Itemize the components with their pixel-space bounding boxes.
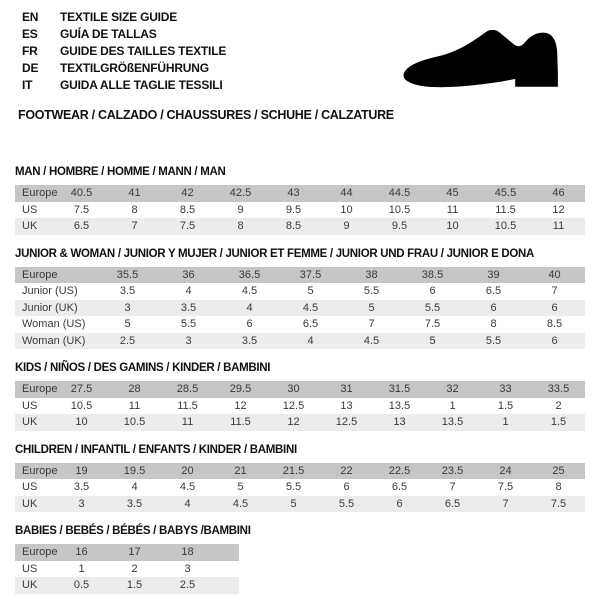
size-cell: 44 [340,187,353,199]
size-cell: 13.5 [388,399,411,412]
size-cell: 3 [124,301,131,314]
size-cell: 4.5 [363,334,380,347]
table-row [15,544,239,561]
size-cell: 3.5 [119,285,136,297]
size-cell: 10 [446,220,459,232]
size-cell: 7.5 [73,203,90,216]
size-cell: 44.5 [388,187,411,199]
size-cell: 6 [490,301,497,314]
size-cell: 25 [552,464,565,477]
size-cell: 18 [181,546,194,558]
language-row-it [22,77,226,94]
table-row [15,267,585,284]
size-table-section-children [15,444,585,513]
row-label: Woman (US) [22,318,86,330]
row-label: US [22,562,38,575]
language-title: GUÍA DE TALLAS [60,27,157,41]
table-title-man: MAN / HOMBRE / HOMME / MANN / MAN [15,166,226,178]
language-code: EN [22,10,39,24]
size-cell: 13 [393,416,406,428]
row-label: UK [22,579,38,591]
size-cell: 12 [234,399,247,412]
size-cell: 10 [75,416,88,428]
table-row [15,300,585,317]
size-cell: 6 [343,481,350,493]
language-row-de [22,60,226,77]
size-cell: 4 [307,334,314,347]
table-row [15,463,585,480]
size-cell: 1 [502,416,509,428]
size-cell: 6.5 [391,481,408,493]
size-cell: 2 [555,399,562,412]
size-cell: 3.5 [180,301,197,314]
size-cell: 40.5 [70,187,93,199]
size-cell: 8 [237,220,244,232]
size-cell: 7.5 [424,318,441,330]
size-cell: 35.5 [116,268,139,281]
row-label: UK [22,497,38,510]
size-cell: 4 [246,301,253,314]
row-label: UK [22,416,38,428]
size-cell: 5 [429,334,436,347]
table-row [15,185,585,202]
size-cell: 8.5 [179,203,196,216]
size-cell: 4 [184,497,191,510]
size-cell: 4.5 [232,497,249,510]
size-cell: 6.5 [302,318,319,330]
size-table-junior-woman [15,267,585,350]
size-cell: 9 [343,220,350,232]
size-cell: 12 [287,416,300,428]
size-cell: 10 [340,203,353,216]
size-cell: 24 [499,464,512,477]
size-cell: 3.5 [241,334,258,347]
size-cell: 42 [181,187,194,199]
language-row-en [22,9,226,26]
size-cell: 30 [287,383,300,395]
table-title-junior-woman: JUNIOR & WOMAN / JUNIOR Y MUJER / JUNIOR ET FEMME / JUNIOR UND FRAU / JUNIOR E DONA [15,247,535,260]
size-cell: 4.5 [302,301,319,314]
size-cell: 7 [131,220,138,232]
table-row [15,398,585,415]
size-cell: 43 [287,187,300,199]
size-cell: 19 [75,464,88,477]
size-cell: 36 [182,268,195,281]
size-cell: 5 [124,318,131,330]
tables-area [15,166,585,607]
size-cell: 29.5 [229,383,252,395]
dress-shoe-icon [390,21,582,109]
size-cell: 38 [365,268,378,281]
size-cell: 7 [502,497,509,510]
size-cell: 6 [396,497,403,510]
row-label: Junior (US) [22,285,78,297]
row-label: Junior (UK) [22,301,78,314]
language-title: TEXTILE SIZE GUIDE [60,10,178,24]
language-title: GUIDE DES TAILLES TEXTILE [60,44,227,58]
size-cell: 11 [181,416,194,428]
size-cell: 17 [128,546,141,558]
size-cell: 1.5 [126,579,143,591]
size-cell: 12.5 [335,416,358,428]
size-cell: 2.5 [179,579,196,591]
size-cell: 4.5 [179,481,196,493]
language-list [22,9,226,94]
size-cell: 40 [548,268,561,281]
size-cell: 23.5 [441,464,464,477]
row-label: Woman (UK) [22,334,86,347]
size-table-kids [15,381,585,431]
table-row [15,561,239,578]
size-cell: 46 [552,187,565,199]
size-cell: 5.5 [363,285,380,297]
size-table-section-junior-woman [15,248,585,350]
size-cell: 6 [551,301,558,314]
row-label: Europe [22,187,58,199]
size-cell: 1 [78,562,85,575]
size-cell: 7 [449,481,456,493]
size-cell: 28 [128,383,141,395]
size-cell: 8.5 [285,220,302,232]
size-cell: 5 [237,481,244,493]
size-cell: 45.5 [494,187,517,199]
size-cell: 5.5 [338,497,355,510]
size-cell: 0.5 [73,579,90,591]
size-cell: 41 [128,187,141,199]
size-table-children [15,463,585,513]
size-cell: 3.5 [126,497,143,510]
size-cell: 9.5 [285,203,302,216]
row-label: US [22,481,38,493]
category-heading: FOOTWEAR / CALZADO / CHAUSSURES / SCHUHE / CALZATURE [18,108,394,122]
language-row-fr [22,43,226,60]
size-cell: 3.5 [73,481,90,493]
size-cell: 45 [446,187,459,199]
spacer-cell [214,561,239,578]
row-label: US [22,399,38,412]
size-cell: 1 [449,399,456,412]
size-cell: 6 [246,318,253,330]
size-cell: 33.5 [547,383,570,395]
language-code: DE [22,61,39,75]
size-cell: 3 [184,562,191,575]
size-cell: 6.5 [73,220,90,232]
row-label: Europe [22,268,58,281]
size-cell: 7 [368,318,375,330]
size-cell: 5 [368,301,375,314]
size-table-man [15,185,585,235]
size-cell: 1.5 [497,399,514,412]
table-title-kids: KIDS / NIÑOS / DES GAMINS / KINDER / BAMBINI [15,362,271,374]
size-cell: 3 [78,497,85,510]
row-label: Europe [22,546,58,558]
size-cell: 8 [131,203,138,216]
size-cell: 5.5 [180,318,197,330]
size-cell: 31.5 [388,383,411,395]
size-cell: 4 [185,285,192,297]
size-cell: 6 [429,285,436,297]
table-row [15,496,585,513]
language-title: GUIDA ALLE TAGLIE TESSILI [60,78,223,92]
size-cell: 5.5 [424,301,441,314]
size-cell: 8 [555,481,562,493]
size-cell: 7.5 [550,497,567,510]
size-cell: 7 [551,285,558,297]
table-row [15,381,585,398]
table-row [15,479,585,496]
size-cell: 10.5 [494,220,517,232]
size-cell: 31 [340,383,353,395]
size-cell: 9.5 [391,220,408,232]
size-cell: 6 [551,334,558,347]
size-cell: 7.5 [497,481,514,493]
size-cell: 32 [446,383,459,395]
language-code: ES [22,27,38,41]
size-cell: 12.5 [282,399,305,412]
size-cell: 36.5 [238,268,261,281]
row-label: US [22,203,38,216]
language-code: FR [22,44,38,58]
size-cell: 11.5 [495,203,516,216]
size-table-section-babies [15,525,585,594]
size-cell: 5.5 [285,481,302,493]
size-cell: 10.5 [70,399,93,412]
size-cell: 11 [446,203,459,216]
size-cell: 11 [128,399,141,412]
size-cell: 11.5 [230,416,251,428]
table-row [15,283,585,300]
size-cell: 20 [181,464,194,477]
table-row [15,202,585,219]
size-cell: 21 [234,464,247,477]
size-cell: 16 [75,546,88,558]
row-label: Europe [22,383,58,395]
size-cell: 39 [487,268,500,281]
size-cell: 8 [490,318,497,330]
spacer-cell [214,577,239,594]
language-title: TEXTILGRÖßENFÜHRUNG [60,61,209,75]
language-code: IT [22,78,33,92]
language-row-es [22,26,226,43]
table-row [15,414,585,431]
size-cell: 8.5 [546,318,563,330]
table-title-children: CHILDREN / INFANTIL / ENFANTS / KINDER / BAMBINI [15,443,297,456]
table-row [15,333,585,350]
size-cell: 2 [131,562,138,575]
row-label: Europe [22,464,58,477]
size-cell: 1.5 [550,416,567,428]
size-cell: 38.5 [421,268,444,281]
size-cell: 27.5 [70,383,93,395]
size-cell: 28.5 [176,383,199,395]
size-cell: 6.5 [444,497,461,510]
size-cell: 5 [290,497,297,510]
size-table-babies [15,544,239,594]
size-cell: 11.5 [177,399,198,412]
size-cell: 22 [340,464,353,477]
row-label: UK [22,220,38,232]
size-cell: 37.5 [299,268,322,281]
size-cell: 10.5 [388,203,411,216]
table-row [15,577,239,594]
table-title-babies: BABIES / BEBÉS / BÉBÉS / BABYS /BAMBINI [15,525,251,537]
size-cell: 5.5 [485,334,502,347]
table-row [15,218,585,235]
spacer-cell [214,544,239,561]
size-cell: 13 [340,399,353,412]
size-cell: 33 [499,383,512,395]
size-cell: 7.5 [179,220,196,232]
size-cell: 10.5 [123,416,146,428]
size-cell: 6.5 [485,285,502,297]
size-cell: 19.5 [123,464,146,477]
size-cell: 21.5 [282,464,305,477]
size-cell: 13.5 [441,416,464,428]
size-cell: 22.5 [388,464,411,477]
size-cell: 2.5 [119,334,136,347]
size-cell: 11 [552,220,565,232]
size-cell: 4 [131,481,138,493]
size-cell: 5 [307,285,314,297]
size-cell: 4.5 [241,285,258,297]
size-cell: 12 [552,203,565,216]
size-cell: 9 [237,203,244,216]
table-row [15,316,585,333]
size-cell: 3 [185,334,192,347]
size-table-section-kids [15,362,585,431]
size-cell: 42.5 [229,187,252,199]
size-table-section-man [15,166,585,235]
